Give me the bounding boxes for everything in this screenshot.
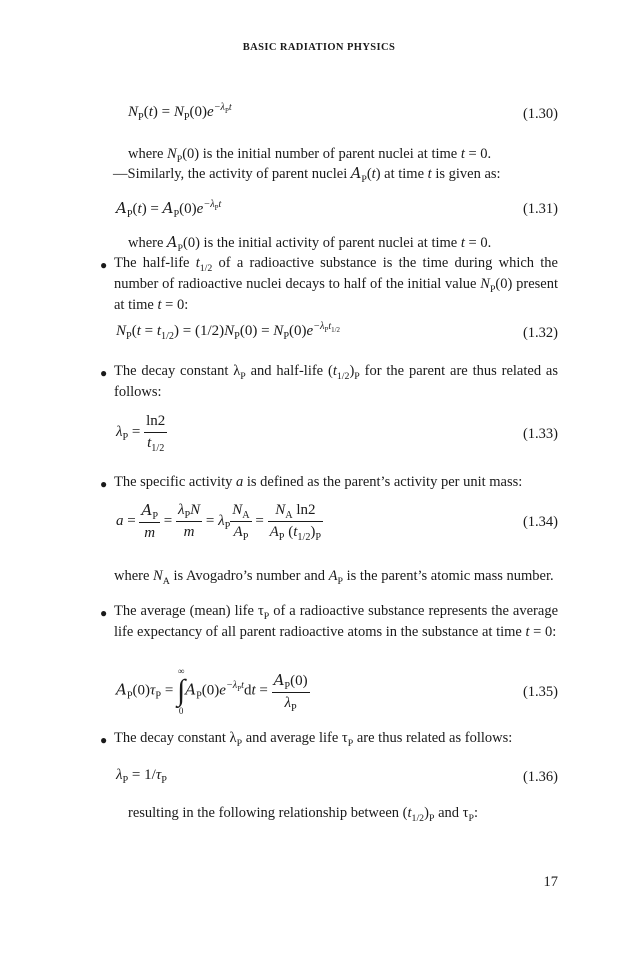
running-header: BASIC RADIATION PHYSICS — [242, 42, 396, 53]
paragraph-specific-activity: The specific activity a is defined as the parent’s activity per unit mass: — [114, 474, 523, 490]
equation-1-31: $A_P(t) = A_P(0)e^{-\lambda_Pt}$ — [116, 199, 222, 220]
paragraph-where-np0: where $N_P(0)$ is the initial number of parent nuclei at time t = 0. — [128, 146, 492, 165]
equation-1-33: $\lambda_P$ = $\frac{\ln 2}{t_{1/2}}$ — [116, 413, 166, 454]
paragraph-resulting: resulting in the following relationship between $(t_{1/2})_P$ and $\tau_P$: — [128, 805, 478, 824]
equation-number: (1.34) — [522, 514, 558, 530]
paragraph-mean-life: The average (mean) life $\tau_P$ of a radioactive substance represents the average life expectancy of all parent radioactive atoms in the substance at time t = 0: — [114, 603, 558, 640]
bullet-icon: ● — [100, 733, 108, 747]
paragraph-half-life: The half-life $t_{1/2}$ of a radioactive substance is the time during which the number of radioactive nuclei decays to half of the initial value $N_P(0)$ present at time t = 0: — [114, 255, 558, 313]
paragraph-decay-half-life: The decay constant $\lambda_P$ and half-life $(t_{1/2})_P$ for the parent are thus related as follows: — [114, 363, 558, 400]
equation-number: (1.33) — [522, 426, 558, 442]
bullet-icon: ● — [100, 258, 108, 272]
equation-1-34: a = $\frac{A_P}{m}$ = $\frac{\lambda_PN}{m}$ = $\lambda_P$ $\frac{N_A}{A_P}$ = $\frac{N_A \ln 2}{A_P (t_{1/2})_P}$ — [116, 501, 322, 543]
equation-number: (1.36) — [522, 769, 558, 785]
equation-number: (1.31) — [522, 201, 558, 217]
paragraph-decay-average-life: The decay constant $\lambda_P$ and average life $\tau_P$ are thus related as follows: — [114, 730, 513, 749]
bullet-icon: ● — [100, 606, 108, 620]
equation-number: (1.30) — [522, 106, 558, 122]
page-number: 17 — [543, 874, 558, 890]
bullet-icon: ● — [100, 366, 108, 380]
paragraph-similarly: —Similarly, the activity of parent nuclei $A_P(t)$ at time t is given as: — [113, 166, 501, 185]
equation-number: (1.32) — [522, 325, 558, 341]
bullet-icon: ● — [100, 477, 108, 491]
equation-1-30: $N_P(t) = N_P(0)e^{-\lambda_Pt}$ — [128, 102, 232, 123]
equation-1-36: $\lambda_P = 1/\tau_P$ — [116, 767, 167, 786]
equation-1-32: $N_P(t = t_{1/2}) = (1/2)N_P(0) = N_P(0)e^{-\lambda_Pt_{1/2}}$ — [116, 321, 341, 342]
equation-number: (1.35) — [522, 684, 558, 700]
paragraph-where-ap0: where $A_P(0)$ is the initial activity of parent nuclei at time t = 0. — [128, 235, 492, 254]
paragraph-where-na: where $N_A$ is Avogadro’s number and $A_P$ is the parent’s atomic mass number. — [114, 568, 554, 587]
equation-1-35: $A_P(0)\tau_P$ = ∞ ∫ 0 $A_P(0)e^{-\lambda_Pt}dt$ = $\frac{A_P(0)}{\lambda_P}$ — [116, 666, 308, 716]
